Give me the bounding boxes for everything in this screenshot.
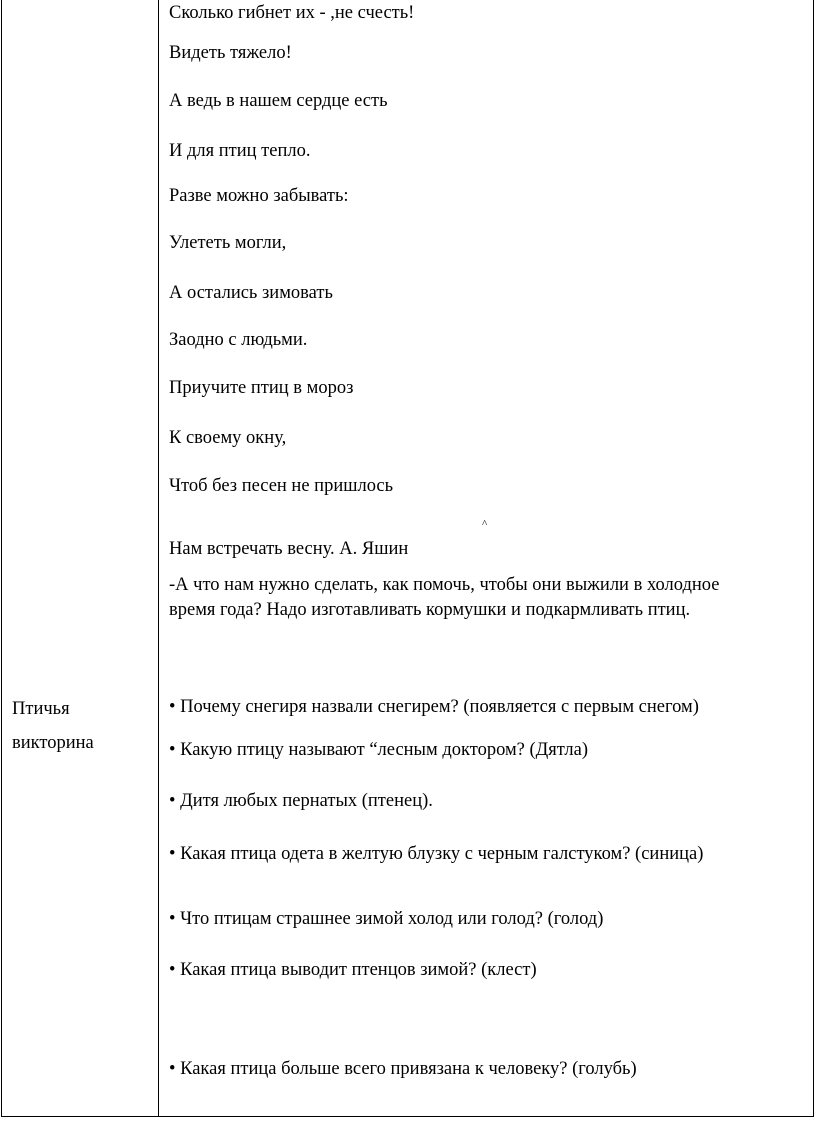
column-divider [158, 0, 159, 1117]
quiz-item: • Какая птица выводит птенцов зимой? (клест) [169, 960, 537, 980]
poem-line: И для птиц тепло. [169, 141, 311, 161]
poem-line: Нам встречать весну. А. Яшин [169, 539, 409, 559]
question-paragraph: -А что нам нужно сделать, как помочь, чтобы они выжили в холодное время года? Надо изготавливать кормушки и подкармливать птиц. [169, 575, 720, 620]
poem-line: К своему окну, [169, 428, 287, 448]
poem-line: А остались зимовать [169, 283, 333, 303]
quiz-item: • Дитя любых пернатых (птенец). [169, 791, 433, 811]
poem-line: Разве можно забывать: [169, 186, 349, 206]
poem-line: Чтоб без песен не пришлось [169, 476, 394, 496]
section-label-text: Птичья викторина [12, 699, 94, 753]
poem-line: Улететь могли, [169, 233, 287, 253]
quiz-item: • Какая птица больше всего привязана к человеку? (голубь) [169, 1059, 637, 1079]
poem-line: Сколько гибнет их - ,не счесть! [169, 3, 415, 23]
caret-mark: ^ [482, 518, 488, 530]
poem-line: Заодно с людьми. [169, 330, 308, 350]
quiz-item: • Какая птица одета в желтую блузку с черным галстуком? (синица) [169, 844, 704, 864]
quiz-item: • Что птицам страшнее зимой холод или голод? (голод) [169, 909, 604, 929]
poem-line: Приучите птиц в мороз [169, 378, 354, 398]
quiz-item: • Какую птицу называют “лесным доктором? (Дятла) [169, 740, 589, 760]
section-label [12, 692, 132, 760]
poem-line: А ведь в нашем сердце есть [169, 91, 388, 111]
poem-line: Видеть тяжело! [169, 43, 292, 63]
quiz-item: • Почему снегиря назвали снегирем? (появляется с первым снегом) [169, 697, 699, 717]
